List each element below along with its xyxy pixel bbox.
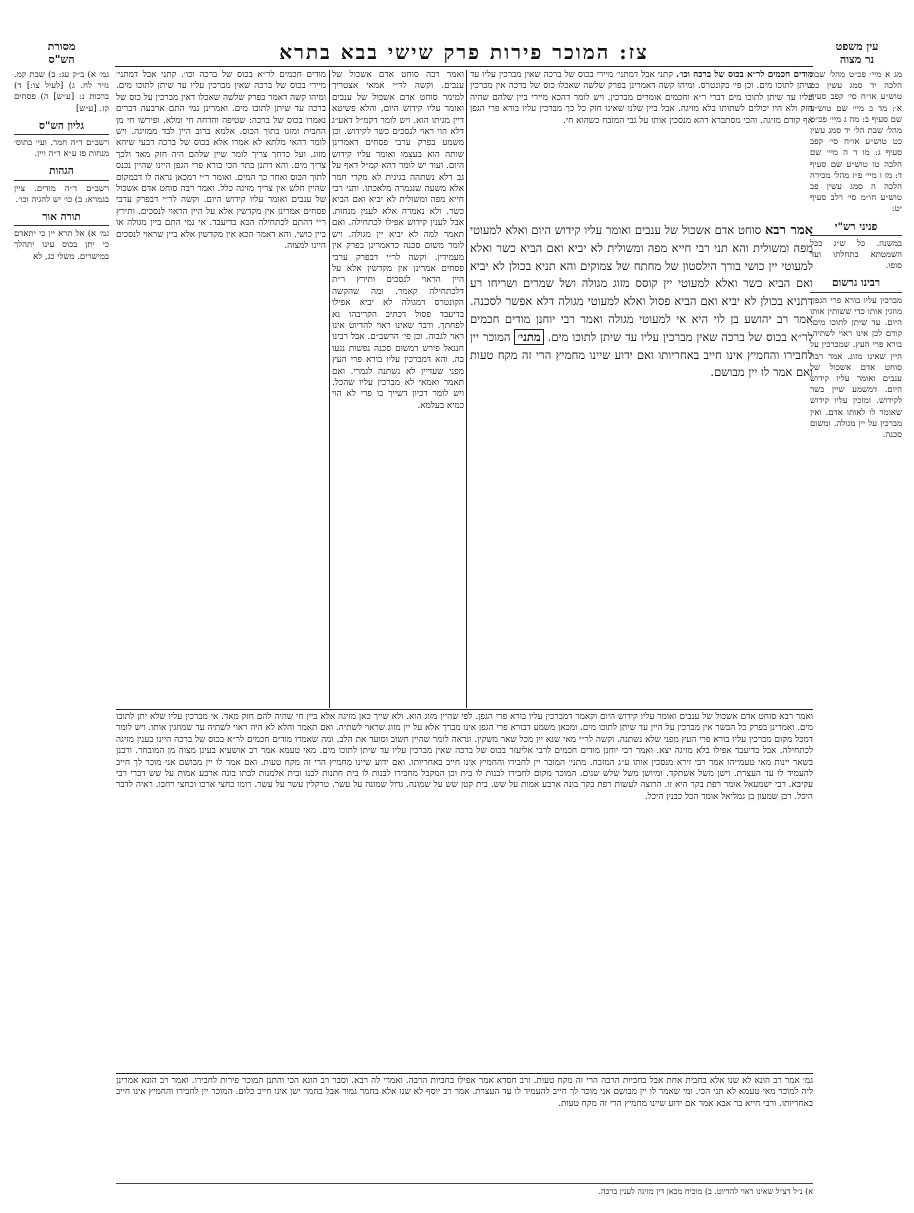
footnote: א) נ״ל דצ״ל שאינו ראוי להדיוט. ב) מוכיח מכאן דין מזיגה לענין ברכה. — [116, 1183, 813, 1196]
gilyon-heading: גליון הש"ס — [14, 121, 109, 135]
page-title: צז: המוכר פירות פרק שישי בבא בתרא — [279, 40, 649, 64]
hagahot-text: רשב״ם ד״ה מודים. ציין בגמרא: ב) כו׳ יש להגיה וכו׳. — [14, 183, 109, 205]
tosafot-continuation: ואמר רבה סוחט אדם אשכול של ענבים. וקשה לר״י אמאי אצטריך למימר סוחט אדם אשכול של ענבים ואומר עליו קידוש היום, והלא פשיטא דיין מגיתו הוא. ויש לומר דקמ״ל דאע״ג דלא הוי ראוי לנסכים כשר לקידוש. וכן משמע בפרק ערבי פסחים דאמרינן שותה הוא בעצמו ואומר עליו קידוש היום. ועוד יש לומר דהא קמ״ל דאף על גב דלא נשתהה בגיגית לא מקרי חמר אלא משעה שנגמרה מלאכתו. ותני רבי חייא מפה ומשולית לא יביא ואם הביא כשר. ולא נאמרה אלא לענין מנחות. אבל לענין קידוש אפילו לכתחילה. ואם תאמר למה לא יביא יין מגולה. ויש לומר משום סכנה כדאמרינן בפרק אין מעמידין. וקשה לר״י דבפרק ערבי פסחים אמרינן אין מקדשין אלא על היין הראוי לנסכים ותירץ ר״ת דלכתחילה קאמר. ומה שהקשה הקונטרס דמגולה לא יביא אפילו בדיעבד פסול דכתיב הקריבהו נא לפחתך. ודבר שאינו ראוי להדיוט אינו ראוי לגבוה. וכן פי׳ הרשב״ם. אבל רבינו חננאל פירש דמשום סכנה נפשות נגעו בה. והא דמברכין עליו בורא פרי העץ מפני שעדיין לא נשתנה לגמרי. ואם תאמר ואמאי לא מברכין עליו שהכל. ויש לומר דכיון דשייך בו פרי לא הוי כמיא בעלמא. — [332, 70, 464, 411]
torah-or-heading: תורה אור — [14, 212, 109, 226]
ein-mishpat-header — [812, 40, 902, 66]
torah-or-text: גמ׳ א) אל תרא יין כי יתאדם כי יתן בכוס עינו יתהלך במישרים. משלי כג, לא — [14, 229, 109, 262]
divider-rashbam — [329, 70, 330, 708]
lower-commentary — [116, 712, 813, 1072]
masoret-header — [14, 40, 109, 66]
rashi-pearls-text: במשנה. כל ש״ג בכל השמטתא בתחלתו ועד סופו. — [810, 238, 902, 272]
ein-mishpat-label: עין משפט נר מצוה — [835, 40, 879, 66]
divider-lower — [116, 1073, 813, 1074]
right-margin — [810, 70, 902, 1180]
tosafot-text: קתני אבל דמתני׳ מיירי בכוס של ברכה שאין מברכין עליו עד שיתן לתוכו מים. וכן פי׳ בקונטרס. ומיהו קשה דאמרינן בפרק שלשה שאכלו כוס של ברכה אין מברכין עליו עד שיתן לתוכו מים דברי ר״א וחכמים אומרים מברכין. ויש לומר דהכא מיירי ביין שלהם שהיה חזק ולא היו יכולים לשתותו בלא מזיגה. אבל ביין שלנו שאינו חזק כל כך מברכין עליו בורא פרי הגפן אף קודם מזיגה. והכי מסתברא דהא מנסכין אותו על גבי המזבח כשהוא חי. — [470, 70, 813, 126]
lower-commentary-text: ואמר רבא סוחט אדם אשכול של ענבים ואומר עליו קידוש היום וקאמר דמברכין עליו בורא פרי הגפן. לפי שהיין מזוג הוא. ולא שייך כאן מזיגה אלא ביין חי שהיה להם חזק מאד. אי מברכין עליו שלא יתן לתוכו מים. ואמרינן בפרק כל הבשר אין מברכין על היין עד שיתן לתוכו מים. ומכאן משמע דבורא פרי הגפן אינו מברך אלא על יין מזוג שראוי לשתיה. ואם תאמר והלא לא היה ראוי לשתיה עד שמוזגין אותו. ויש לומר דמכל מקום מברכין עליו בורא פרי העץ מפני שלא נשתנה. וקשה לר״י מאי שנא יין מכל שאר משקין. ונראה לומר שהיין חשוב וסועד את הלב. ומה שאמרו מודים חכמים לר״א בכוס של ברכה היינו בענין מזיגה לכתחילה. אבל בדיעבד אפילו בלא מזיגה יצא. ואמר רבי יוחנן מודים חכמים לרבי אליעזר בכוס של ברכה שאין מברכין עליו עד שיתן לתוכו מים. מאי טעמא אמר רב אושעיא בעינן מצוה מן המובחר. ורבנן בשאר יינות מאי טעמייהו אמר רבי זירא מנסכין אותו ע״ג המזבח. מתני׳ המוכר יין לחבירו והחמיץ אינו חייב באחריותו. ואם ידוע שיינו מחמיץ הרי זה מקח טעות. ואם אמר לו יין מבושם אני מוכר לך חייב להעמיד לו עד העצרת. וישן משל אשתקד. ומיושן משל שלש שנים. המוכר מקום לחבירו לבנות לו בית וכן המקבל מחבירו לבנות לו בית חתנות לבנו ובית אלמנות לבתו בונה ארבע אמות על שש דברי רבי עקיבא. רבי ישמעאל אומר רפת בקר היא זו. הרוצה לעשות רפת בקר בונה ארבע אמות על שש. בית קטן שש על שמונה. גדול שמונה על עשר. טרקלין עשר על עשר. רומו כחצי ארכו וכחצי רחבו. ראיה לדבר היכל. רבן שמעון בן גמליאל אומר הכל כבנין היכל. — [116, 712, 813, 802]
page-header — [115, 40, 813, 67]
tosafot-dibbur: מודים חכמים לר״א בכוס של ברכה וכו׳. — [676, 70, 813, 80]
divider-top — [116, 709, 813, 710]
divider-gemara-left — [466, 70, 467, 708]
rashi-pearls-heading: פניני רש"י — [810, 222, 902, 236]
lower-commentary-text-2: גמ׳ אמר רב הונא לא שנו אלא בחבית אחת אבל בחביות הרבה הרי זה מקח טעות. ורב חסדא אמר אפילו בחביות הרבה. ואמרי לה רבא. וסבר רב הונא הכי והתנן המוכר פירות לחבירו. ואמר רב הונא אמרינן ליה למוכר מאי טעמא לא תני הכי. ומי שאמר לו יין מבושם אני מוכר לך חייב להעמיד לו עד העצרת. אמר רב יוסף לא שנו אלא בחמר גמור אבל בחמר ישן אינו חייב כלום. המוכר יין לחבירו והחמיץ אינו חייב באחריותו. ורבי חייא בר אבא אמר אם ידוע שיינו מחמיץ הרי זה מקח טעות. — [116, 1076, 813, 1109]
lower-commentary-2 — [116, 1076, 813, 1168]
gemara-dibbur: אמר רבא — [764, 223, 813, 238]
hagahot-heading: הגהות — [14, 166, 109, 180]
rabbenu-gershom-heading: רבינו גרשום — [810, 278, 902, 292]
rabbenu-gershom-text: מברכין עליו בורא פרי הגפן. מוזגין אותו כדי ששותין אותו היום. עד שיתן לתוכו מים. קודם לכן אינו ראוי לשתיה. בורא פרי העץ. שמברכין על היין שאינו מזוג. אמר רבה סוחט אדם אשכול של ענבים ואומר עליו קידוש היום. דמשמע שיין כשר לקידוש. ומזכין עליו קידוש שאומר לו לאותו אדם. ואין מברכין על יין מגולה. ומשום סכנה. — [810, 295, 902, 441]
gilyon-text: רשב״ם ד״ה חמר. ועי׳ בתוס׳ מנחות פז ע״א ד״ה ויין. — [14, 138, 109, 160]
masoret-label: מסורת הש"ס — [47, 40, 76, 66]
rashbam-text: מודים חכמים לר״א בכוס של ברכה וכו׳. קתני אבל דמתני׳ מיירי בכוס של ברכה שאין מברכין עליו עד שיתן לתוכו מים. ומיהו קשה דאמר בפרק שלשה שאכלו דאין מברכין על כוס של ברכה עד שיתן לתוכו מים. ואמרינן נמי התם ארבעה דברים נאמרו בכוס של ברכה: שטיפה והדחה חי ומלא. ופירשו חי מן החבית ומזגו בתוך הכוס. אלמא ברוב היין לבד ממזיגה. ויש לומר דהאי מלתא לא אמרו אלא בכוס של ברכה דבעי שיהא מזוג. ועל כרחך צריך לומר שיין שלהם היה חזק מאד ולכך צריך מים. והא דתנן בתר הכי בורא פרי הגפן היינו שהיין נכנס לתוך הכוס ואחר כך המים. ואומר ר״י דמכאן נראה לו דבמקום שהיין חלש אין צריך מזיגה כלל. ואמר רבה סוחט אדם אשכול של ענבים ואומר עליו קידוש היום. וקשה לר״י דבפרק ערבי פסחים אמרינן אין מקדשין אלא על היין הראוי לנסכים. ותירץ ר״י דהתם לכתחילה הכא בדיעבד. אי נמי התם ביין מגולה או ביין כושי. והא דאמר הכא אין מקדשין אלא ביין שראוי לנסכים היינו למצוה. — [116, 70, 326, 252]
gemara-body: סוחט אדם אשכול של ענבים ואומר עליו קידוש היום ואלא למעוטי מפה ומשולית והא תני רבי חייא מפה ומשולית לא יביא ואם הביא כשר ואלא למעוטי יין כושי בורך הילסטון של מחתח של צמוקים והא תניא בכולן לא יביא ואם הביא כשר ואלא למעוטי יין קוסס מזוג מגולה ושל שמרים ושריחו רע דתניא בכולן לא יביא ואם הביא פסול ואלא למעוטי מגולה דלא אפשר לסכנה. אמר רב יהושע בן לוי היא אי למעוטי מגולה ואמר רבי יוחנן מודים חכמים לר״א בכוס של ברכה שאין מברכין עליו עד שיתן לתוכו מים. — [470, 223, 813, 344]
rashbam-column — [116, 70, 326, 708]
mishna-tag: מתני׳ — [514, 329, 543, 345]
ein-mishpat-text: מג א מיי׳ פכ״ט מהל׳ שבת הלכה יד סמג עשין כט טוש״ע או״ח סי׳ קפב סעיף א׳: מד ב מיי׳ שם טוש״ע שם סעיף ב: מה ג מיי׳ פכ״ט מהל׳ שבת הל׳ יד סמג עשין כט טוש״ע או״ח סי׳ קפב סעיף ג: מו ד ה מיי׳ שם הלכה טו טוש״ע שם סעיף ד: מז ו מיי׳ פ״ז מהל׳ מכירה הלכה ה סמג עשין פב טוש״ע חו״מ סי׳ רלב סעיף יט: — [810, 70, 902, 215]
gemara-text — [470, 222, 813, 708]
tosafot-middle — [332, 70, 464, 708]
mishna-text: המוכר יין לחבירו והחמיץ אינו חייב באחריותו ואם ידוע שיינו מחמיץ הרי זה מקח טעות ואם אמר לו יין מבושם. — [470, 329, 813, 380]
tosafot-top — [470, 70, 813, 218]
masoret-text: גמ׳ א) ב״ק עג: ב) שבת קמ. נזיר לח. ג) [לעיל צו:] ד) ברכות נ: [ע״ש] ה) פסחים קז. [ע״ש] — [14, 70, 109, 114]
left-margin — [14, 70, 109, 670]
